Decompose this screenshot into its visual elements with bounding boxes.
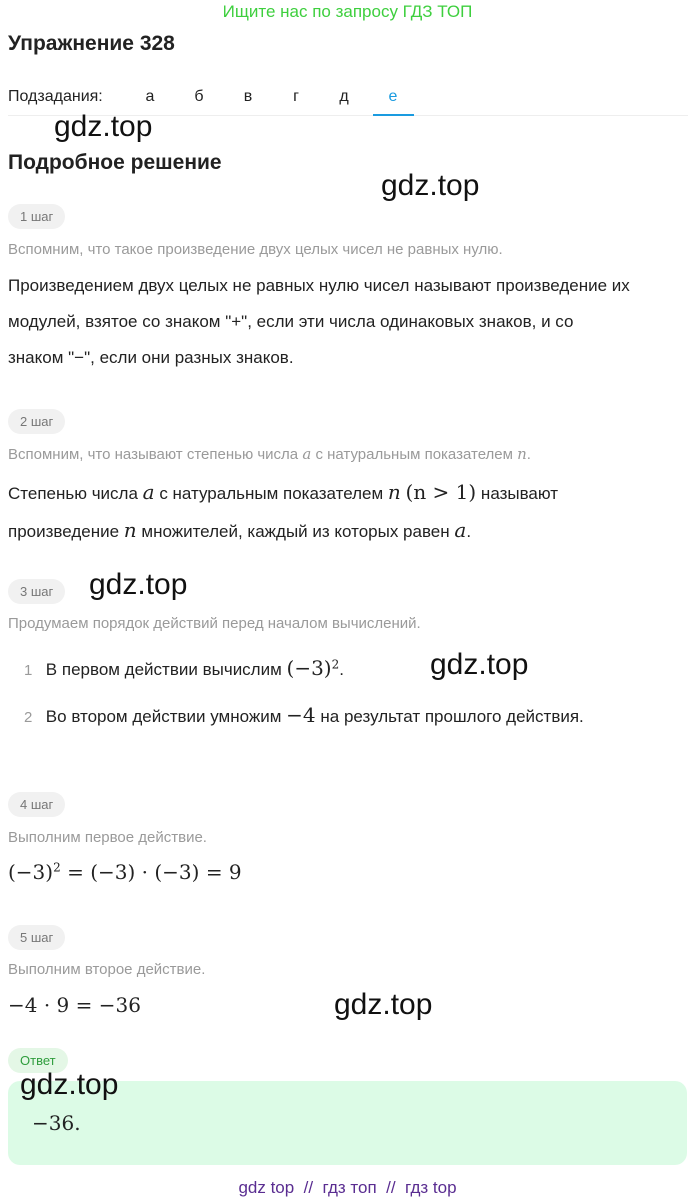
step-text-2	[8, 474, 688, 550]
step-hint-5: Выполним второе действие.	[8, 961, 206, 978]
list-item-text: В первом действии вычислим $(-3)^2$.	[45, 656, 344, 680]
tab-subtask-d[interactable]: д	[339, 88, 349, 105]
answer-badge: Ответ	[8, 1048, 68, 1073]
step-badge-2: 2 шаг	[8, 409, 65, 434]
tab-subtask-g[interactable]: г	[293, 88, 299, 105]
tab-subtask-b[interactable]: б	[194, 88, 204, 105]
page-title: Упражнение 328	[8, 32, 175, 55]
step-badge-5: 5 шаг	[8, 925, 65, 950]
answer-value: −36.	[32, 1111, 81, 1135]
section-title: Подробное решение	[8, 151, 222, 174]
step-text-1-line: Произведением двух целых не равных нулю чисел называют произведение их	[8, 276, 630, 295]
step-text-1-line: знаком "−", если они разных знаков.	[8, 348, 294, 367]
step-badge-4: 4 шаг	[8, 792, 65, 817]
list-item-number: 2	[24, 709, 33, 726]
tab-subtask-e[interactable]: е	[388, 88, 398, 105]
list-item-text: Во втором действии умножим −4 на результат прошлого действия.	[45, 703, 584, 727]
list-item-number: 1	[24, 662, 33, 679]
step-text-2-line: Степенью числа a с натуральным показателем n (n > 1) называют	[8, 480, 559, 504]
watermark: gdz.top	[20, 1068, 119, 1101]
step-badge-1: 1 шаг	[8, 204, 65, 229]
watermark: gdz.top	[430, 648, 529, 681]
step-badge-3: 3 шаг	[8, 579, 65, 604]
formula-step-4: $(-3)^2 = (-3) \cdot (-3) = 9$	[8, 860, 242, 884]
list-item	[24, 703, 584, 727]
step-hint-4: Выполним первое действие.	[8, 829, 207, 846]
watermark: gdz.top	[54, 110, 153, 143]
tab-subtask-v[interactable]: в	[243, 88, 253, 105]
active-tab-indicator	[373, 114, 414, 116]
subtasks-label: Подзадания:	[8, 88, 103, 105]
list-item	[24, 656, 344, 680]
step-hint-2: Вспомним, что называют степенью числа a с натуральным показателем n.	[8, 445, 531, 463]
search-banner: Ищите нас по запросу ГДЗ ТОП	[222, 2, 473, 21]
watermark: gdz.top	[381, 169, 480, 202]
step-text-2-line: произведение n множителей, каждый из которых равен a.	[8, 518, 472, 542]
footer-links: gdz top // гдз топ // гдз top	[238, 1178, 457, 1197]
step-text-1	[8, 268, 688, 376]
watermark: gdz.top	[334, 988, 433, 1021]
formula-step-5: −4 · 9 = −36	[8, 993, 141, 1017]
watermark: gdz.top	[89, 568, 188, 601]
tab-subtask-a[interactable]: а	[145, 88, 155, 105]
step-hint-1: Вспомним, что такое произведение двух целых чисел не равных нулю.	[8, 241, 503, 258]
step-hint-3: Продумаем порядок действий перед началом вычислений.	[8, 615, 421, 632]
step-text-1-line: модулей, взятое со знаком "+", если эти числа одинаковых знаков, и со	[8, 312, 574, 331]
